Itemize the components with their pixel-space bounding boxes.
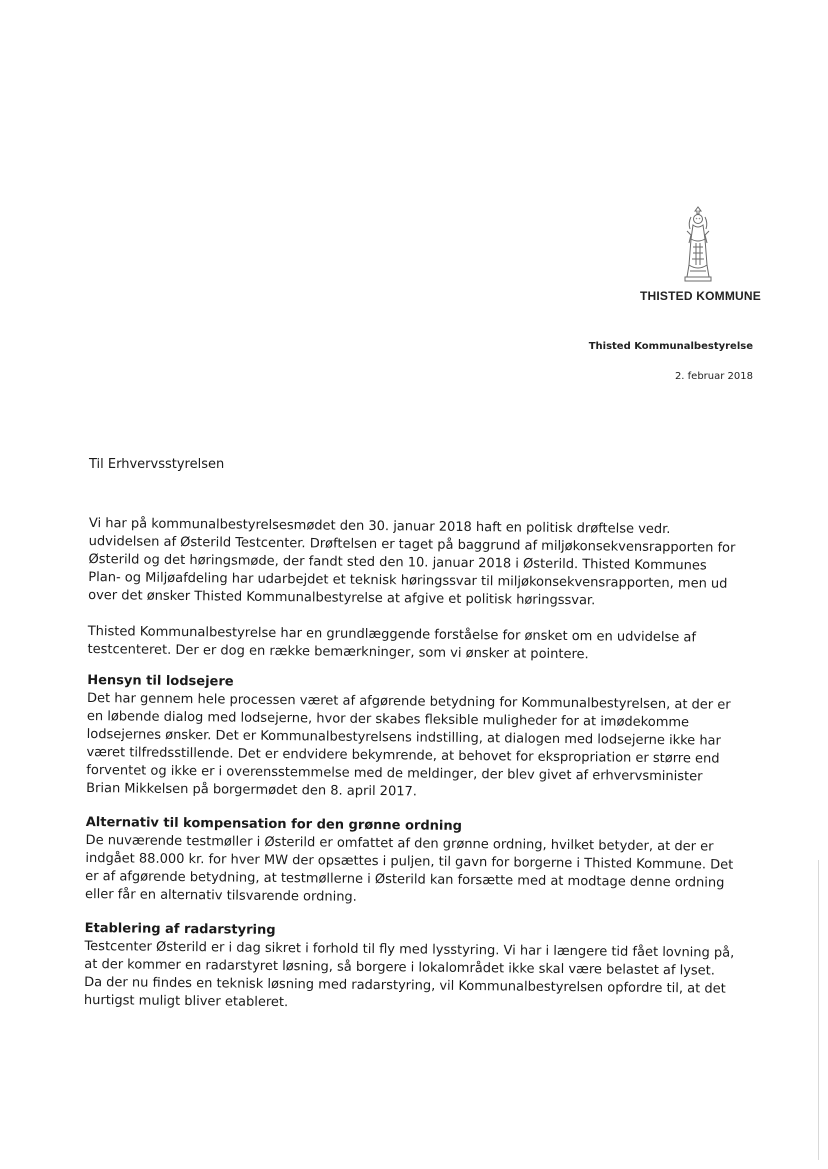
section-paragraph: De nuværende testmøller i Østerild er omfattet af den grønne ordning, hvilket betyder, at der er indgået 88.000 kr. for hver MW der opsættes i puljen, til gavn for borgerne i Thisted Kommune. Det er af afgørende betydning, at testmøllerne i Østerild kan forsætte med at modtage denne ordning eller får en alternativ tilsvarende ordning. bbox=[84, 832, 734, 905]
paragraph-intro-2: Thisted Kommunalbestyrelse har en grundlæggende forståelse for ønsket om en udvidelse af testcenteret. Der er dog en række bemærkninger, som vi ønsker at pointere. bbox=[87, 623, 697, 663]
section-paragraph: Testcenter Østerild er i dag sikret i forhold til fly med lysstyring. Vi har i længere tid fået lovning på, at der kommer en radarstyret løsning, så borgere i lokalområdet ikke skal være belastet af lyset. Da der nu findes en teknisk løsning med radarstyring, vil Kommunalbestyrelsen opfordre til, at det hurtigst muligt bliver etableret. bbox=[83, 938, 735, 1011]
letterhead-logo bbox=[640, 205, 761, 303]
section-heading: Hensyn til lodsejere bbox=[87, 672, 234, 690]
sender-name: Thisted Kommunalbestyrelse bbox=[588, 341, 753, 352]
addressee: Til Erhvervsstyrelsen bbox=[89, 457, 225, 472]
logo-text: THISTED KOMMUNE bbox=[640, 289, 761, 303]
municipal-crest-icon bbox=[678, 205, 718, 285]
section-paragraph: Det har gennem hele processen været af afgørende betydning for Kommunalbestyrelsen, at der er en løbende dialog med lodsejerne, hvor der skabes fleksible muligheder for at imødekomme lodsejernes ønsker. Det er Kommunalbestyrelsens indstilling, at dialogen med lodsejerne ikke har været tilfredsstillende. Det er endvidere bekymrende, at behovet for ekspropriation er større end forventet og ikke er i overensstemmelse med de meldinger, der blev givet af erhvervsminister Brian Mikkelsen på borgermødet den 8. april 2017. bbox=[86, 690, 731, 800]
section-heading: Alternativ til kompensation for den grønne ordning bbox=[85, 814, 463, 834]
scan-edge-line bbox=[818, 860, 819, 1160]
letter-date: 2. februar 2018 bbox=[674, 371, 753, 382]
letter-body bbox=[84, 515, 739, 1017]
section-heading: Etablering af radarstyring bbox=[84, 920, 276, 938]
paragraph-intro-1: Vi har på kommunalbestyrelsesmødet den 30. januar 2018 haft en politisk drøftelse vedr. udvidelsen af Østerild Testcenter. Drøftelsen er taget på baggrund af miljøkonsekvensrapporten for Østerild og det høringsmøde, der fandt sted den 10. januar 2018 i Østerild. Thisted Kommunes Plan- og Miljøafdeling har udarbejdet et teknisk høringssvar til miljøkonsekvensrapporten, men ud over det ønsker Thisted Kommunalbestyrelse at afgive et politisk høringssvar. bbox=[88, 515, 736, 609]
